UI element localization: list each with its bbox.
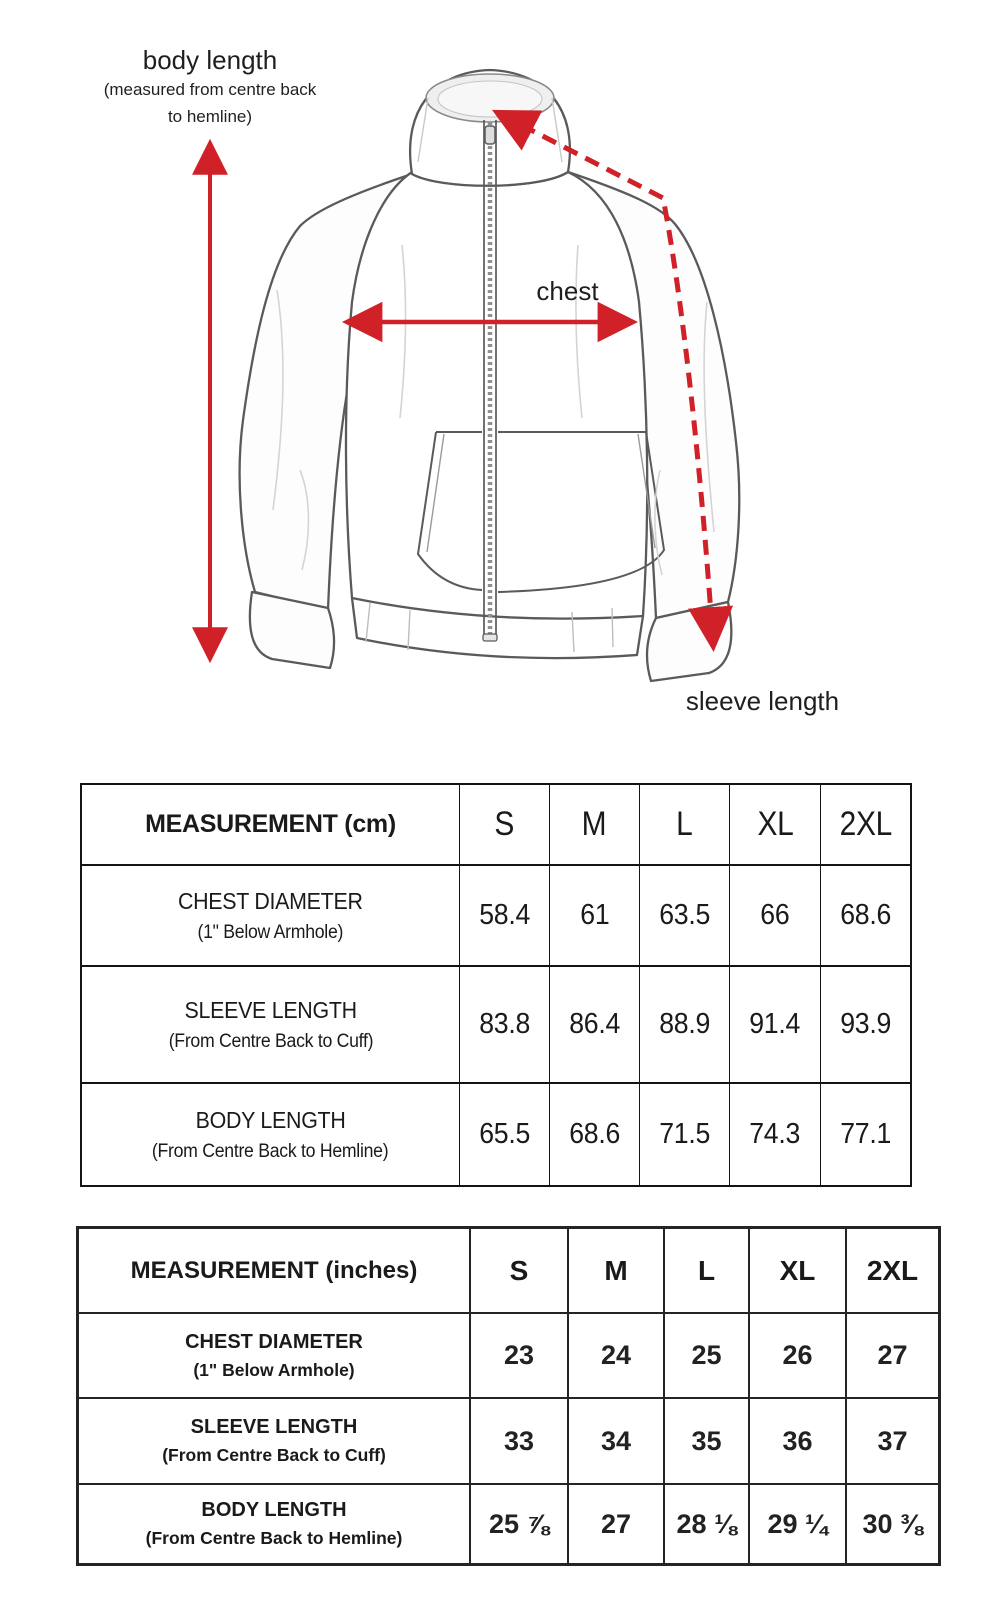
in-size-xl: XL [748,1229,845,1312]
in-chest-m: 24 [567,1312,663,1397]
in-chest-l: 25 [663,1312,748,1397]
cm-row-sleeve-label: SLEEVE LENGTH (From Centre Back to Cuff) [82,965,459,1082]
cm-size-l: L [639,785,729,864]
cm-body-xl: 74.3 [729,1082,820,1185]
in-body-2xl: 30 ⅜ [845,1483,938,1563]
body-length-label [55,46,365,130]
size-table-inches [76,1226,941,1566]
cm-size-2xl: 2XL [820,785,910,864]
in-body-m: 27 [567,1483,663,1563]
cm-sleeve-2xl: 93.9 [820,965,910,1082]
cm-chest-xl: 66 [729,864,820,965]
chest-label: chest [536,276,599,306]
in-row-body-label: BODY LENGTH (From Centre Back to Hemline) [79,1483,469,1563]
cm-chest-l: 63.5 [639,864,729,965]
cm-body-m: 68.6 [549,1082,639,1185]
size-table-cm [80,783,912,1187]
in-sleeve-s: 33 [469,1397,567,1483]
cm-row-body-label: BODY LENGTH (From Centre Back to Hemline) [82,1082,459,1185]
sleeve-length-label: sleeve length [685,686,840,716]
in-body-xl: 29 ¼ [748,1483,845,1563]
in-body-s: 25 ⅞ [469,1483,567,1563]
body-length-note-line1: (measured from centre back [103,79,317,99]
body-length-note-line2: to hemline) [167,107,253,127]
in-sleeve-m: 34 [567,1397,663,1483]
cm-sleeve-m: 86.4 [549,965,639,1082]
cm-body-l: 71.5 [639,1082,729,1185]
cm-chest-s: 58.4 [459,864,549,965]
in-chest-2xl: 27 [845,1312,938,1397]
body-length-title: body length [142,45,278,75]
cm-size-m: M [549,785,639,864]
in-sleeve-xl: 36 [748,1397,845,1483]
cm-chest-2xl: 68.6 [820,864,910,965]
cm-sleeve-xl: 91.4 [729,965,820,1082]
in-sleeve-2xl: 37 [845,1397,938,1483]
in-row-chest-label: CHEST DIAMETER (1" Below Armhole) [79,1312,469,1397]
jacket-illustration [180,40,820,700]
in-chest-xl: 26 [748,1312,845,1397]
cm-body-2xl: 77.1 [820,1082,910,1185]
in-chest-s: 23 [469,1312,567,1397]
cm-chest-m: 61 [549,864,639,965]
in-sleeve-l: 35 [663,1397,748,1483]
cm-size-xl: XL [729,785,820,864]
in-size-l: L [663,1229,748,1312]
cm-table-title: MEASUREMENT (cm) [145,810,396,838]
in-table-title: MEASUREMENT (inches) [130,1256,418,1284]
in-size-m: M [567,1229,663,1312]
in-size-s: S [469,1229,567,1312]
in-row-sleeve-label: SLEEVE LENGTH (From Centre Back to Cuff) [79,1397,469,1483]
in-body-l: 28 ⅛ [663,1483,748,1563]
cm-size-s: S [459,785,549,864]
in-size-2xl: 2XL [845,1229,938,1312]
cm-body-s: 65.5 [459,1082,549,1185]
cm-sleeve-s: 83.8 [459,965,549,1082]
cm-row-chest-label: CHEST DIAMETER (1" Below Armhole) [82,864,459,965]
cm-sleeve-l: 88.9 [639,965,729,1082]
